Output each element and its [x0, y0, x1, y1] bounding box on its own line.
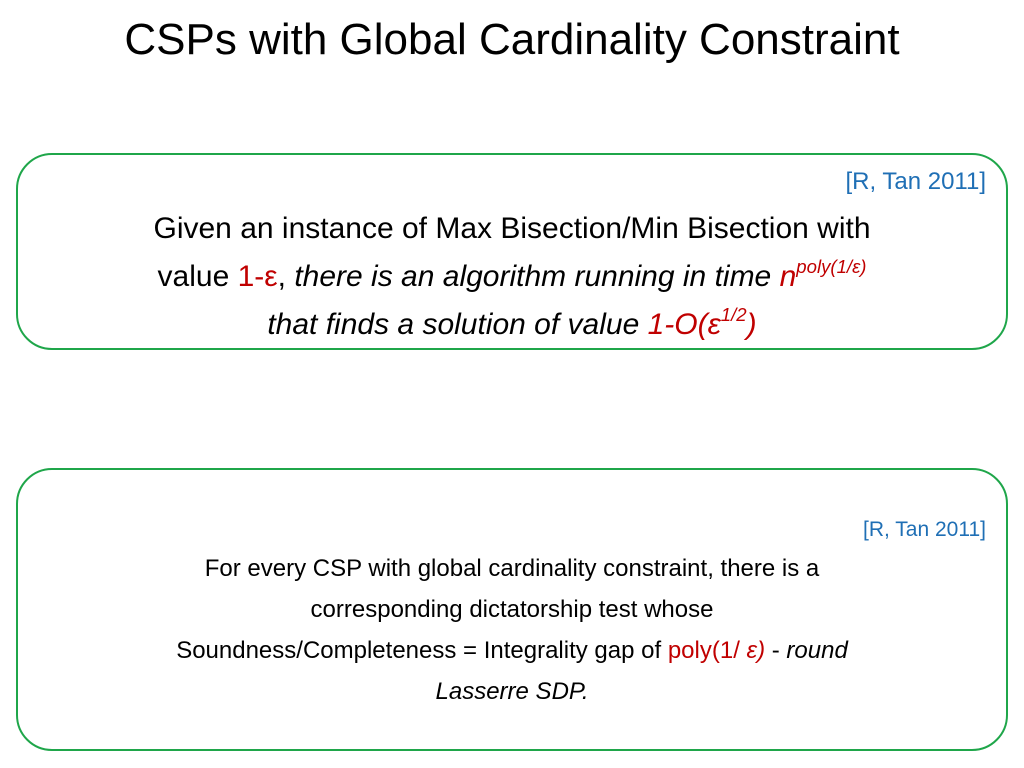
running-time-exponent: poly(1/ε): [796, 255, 867, 277]
statement-line: [38, 253, 986, 301]
theorem-statement: [38, 205, 986, 349]
poly-expression: poly(1/: [667, 637, 747, 664]
statement-text: Soundness/Completeness = Integrality gap of: [176, 637, 668, 664]
theorem-box-dictatorship: [16, 468, 1008, 751]
statement-line: [38, 671, 986, 712]
statement-text: there is an algorithm running in time: [286, 260, 780, 293]
running-time-base: n: [779, 260, 797, 293]
theorem-box-bisection: [16, 153, 1008, 350]
value-expression: 1-ε: [237, 260, 278, 293]
statement-line: [38, 589, 986, 630]
statement-text: ,: [277, 260, 286, 293]
statement-text: round: [786, 637, 848, 664]
statement-line: [38, 630, 986, 671]
statement-text: -: [765, 637, 787, 664]
solution-value: 1-O(ε: [647, 308, 721, 341]
statement-text: value: [157, 260, 238, 293]
citation: [R, Tan 2011]: [863, 518, 986, 541]
slide-title: CSPs with Global Cardinality Constraint: [124, 15, 900, 64]
statement-line: [38, 301, 986, 349]
statement-text: For every CSP with global cardinality constraint, there is a: [204, 555, 820, 582]
statement-line: [38, 548, 986, 589]
theorem-statement: [38, 548, 986, 712]
statement-text: that finds a solution of value: [267, 308, 648, 341]
statement-line: [38, 205, 986, 253]
solution-exponent: 1/2: [720, 303, 747, 325]
citation: [R, Tan 2011]: [845, 168, 986, 195]
statement-text: Lasserre SDP.: [435, 678, 589, 705]
statement-text: Given an instance of Max Bisection/Min Bisection with: [153, 212, 871, 245]
statement-text: corresponding dictatorship test whose: [310, 596, 714, 623]
solution-close-paren: ): [746, 308, 757, 341]
epsilon-expression: ε): [746, 637, 766, 664]
